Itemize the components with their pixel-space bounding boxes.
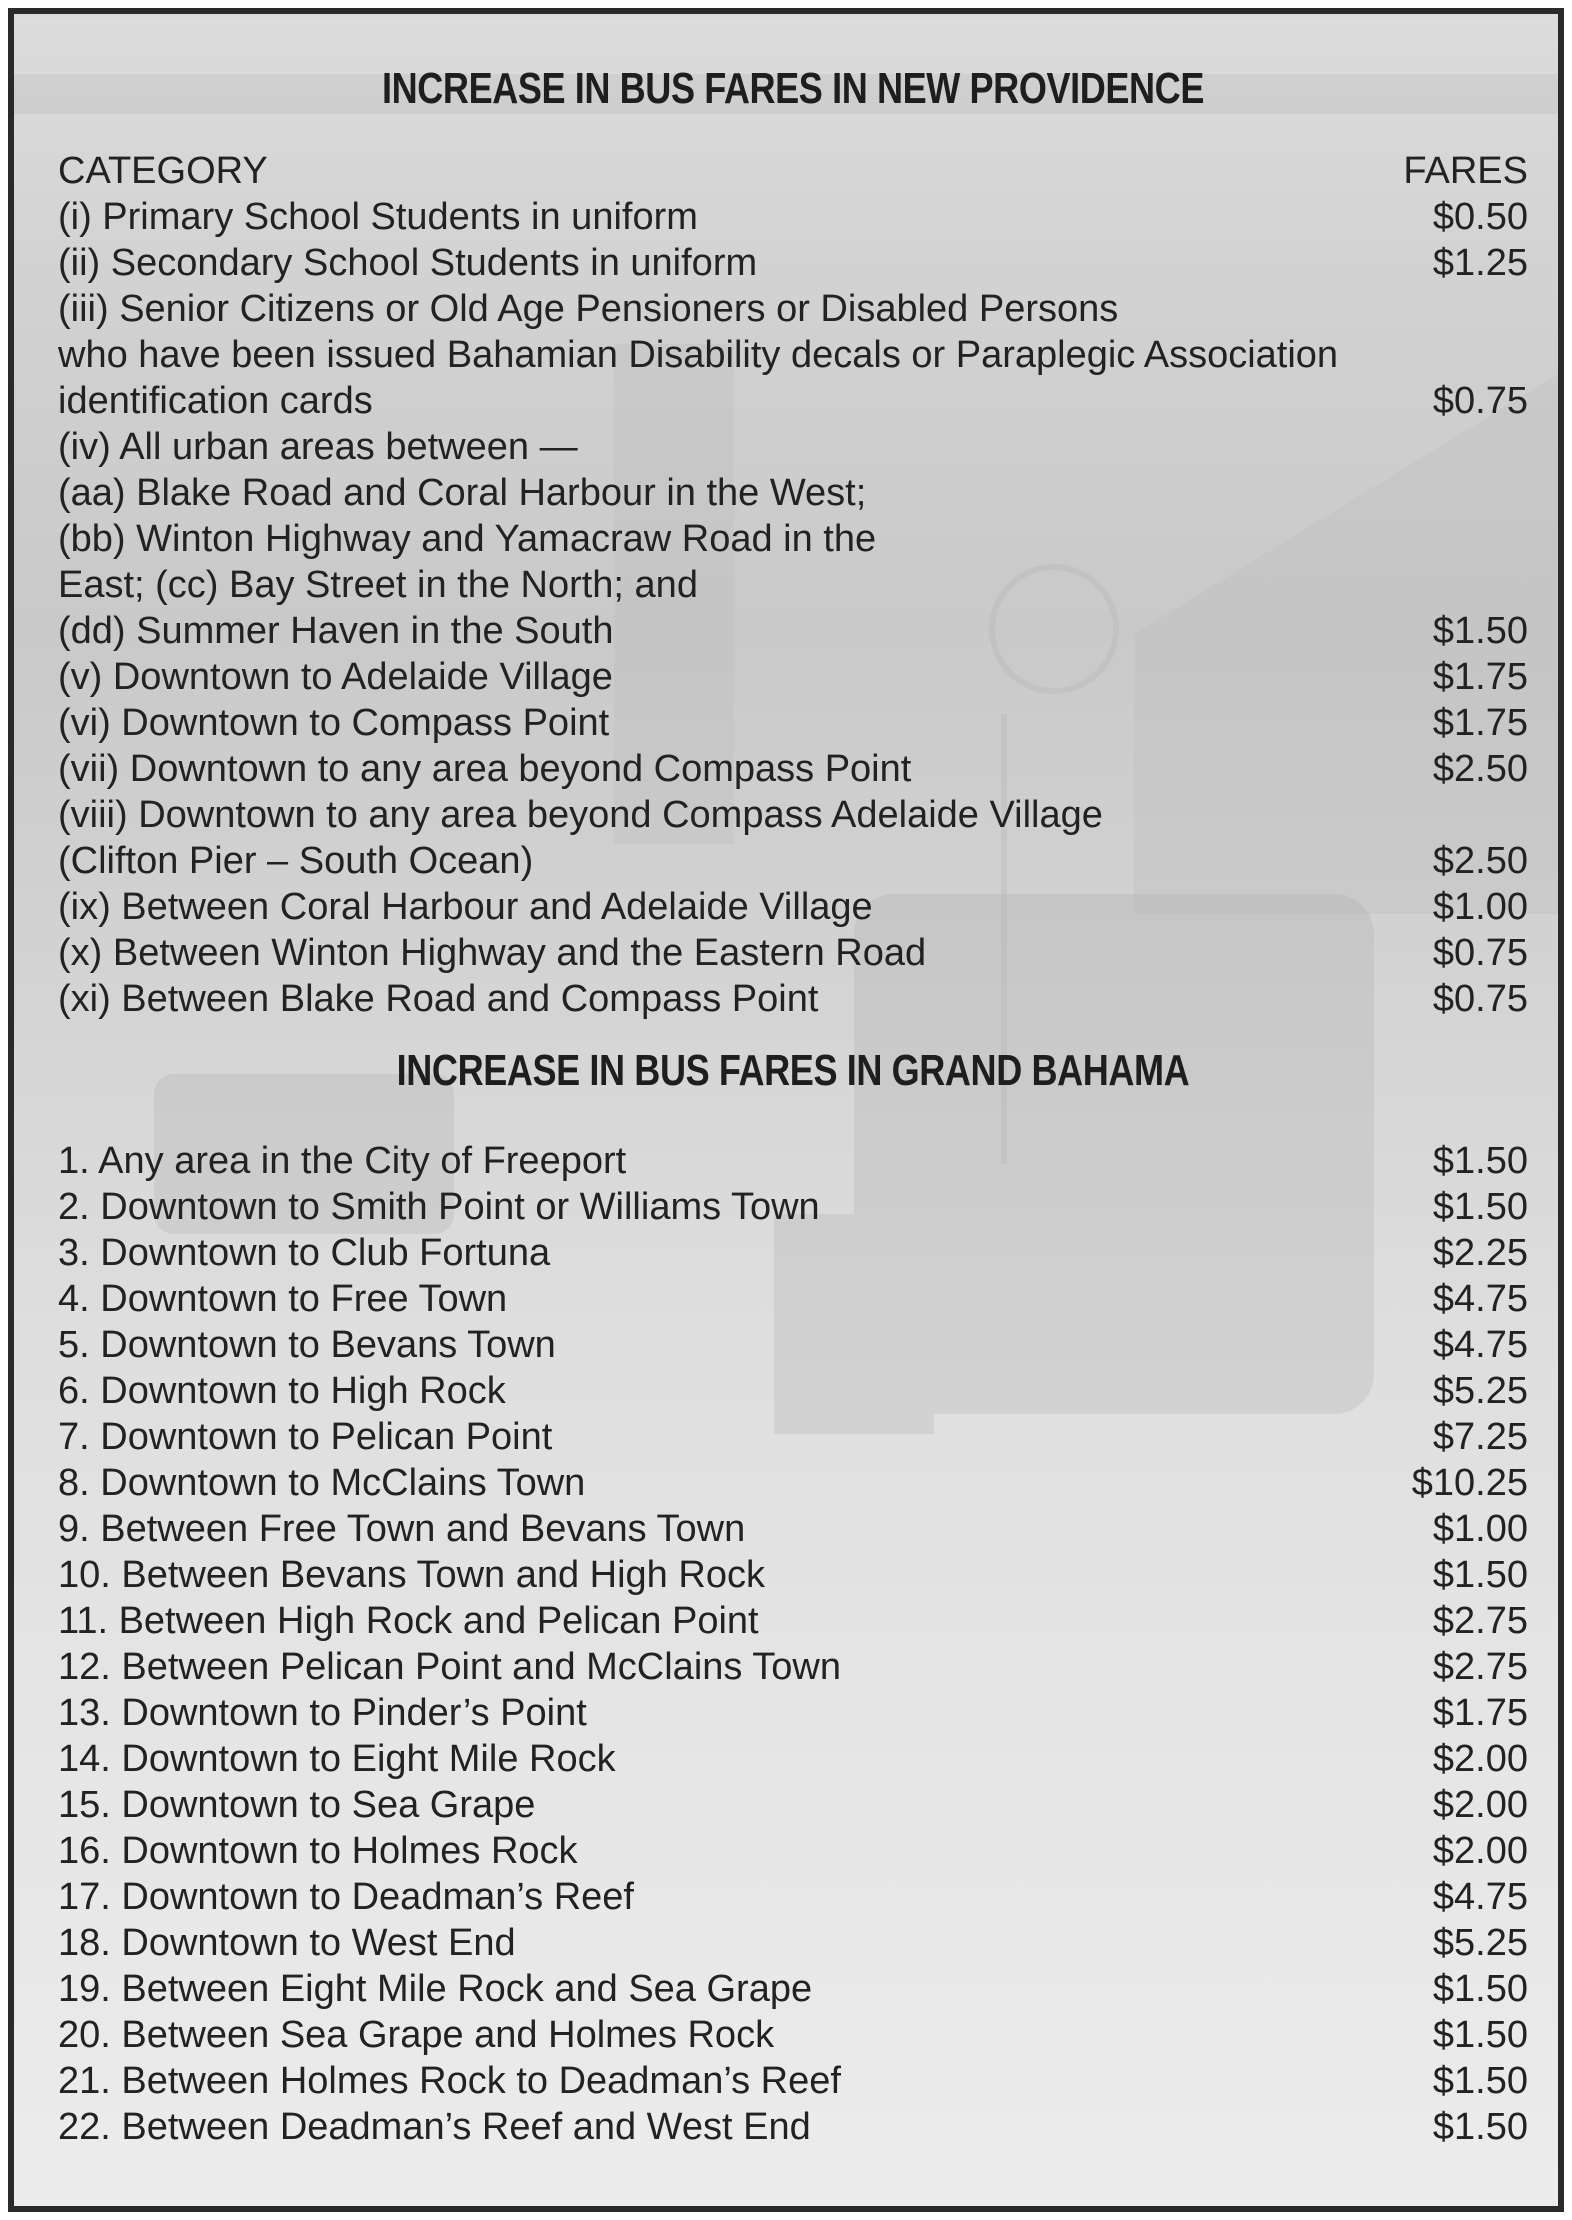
fare-category-label: 12. Between Pelican Point and McClains Town	[58, 1646, 841, 1688]
fare-category-label: (ii) Secondary School Students in uniform	[58, 242, 758, 284]
fare-amount: $1.50	[1432, 2060, 1528, 2102]
fare-amount: $1.75	[1432, 656, 1528, 698]
fare-category-label: 4. Downtown to Free Town	[58, 1278, 508, 1320]
fare-category-label: (viii) Downtown to any area beyond Compass Adelaide Village	[58, 794, 1103, 836]
fare-category-label: 21. Between Holmes Rock to Deadman’s Reef	[58, 2060, 841, 2102]
fare-row	[58, 1736, 1528, 1782]
fare-row	[58, 1598, 1528, 1644]
fare-row	[58, 1874, 1528, 1920]
fare-row	[58, 1552, 1528, 1598]
fare-category-label: 5. Downtown to Bevans Town	[58, 1324, 556, 1366]
fare-row	[58, 424, 1528, 470]
fare-amount: $1.00	[1432, 886, 1528, 928]
fare-amount: $0.75	[1432, 932, 1528, 974]
fare-row	[58, 608, 1528, 654]
fare-amount: $2.25	[1432, 1232, 1528, 1274]
fare-amount: $7.25	[1432, 1416, 1528, 1458]
fare-row	[58, 2012, 1528, 2058]
fare-category-label: who have been issued Bahamian Disability decals or Paraplegic Association	[58, 334, 1339, 376]
fare-row	[58, 378, 1528, 424]
fare-row	[58, 286, 1528, 332]
fare-row	[58, 516, 1528, 562]
fare-row	[58, 1322, 1528, 1368]
fare-category-label: 6. Downtown to High Rock	[58, 1370, 506, 1412]
fare-row	[58, 2104, 1528, 2150]
new-providence-heading: INCREASE IN BUS FARES IN NEW PROVIDENCE	[382, 64, 1204, 113]
fare-row	[58, 1506, 1528, 1552]
fare-category-label: (iii) Senior Citizens or Old Age Pensioners or Disabled Persons	[58, 288, 1119, 330]
fare-row	[58, 700, 1528, 746]
fare-amount: $0.75	[1432, 380, 1528, 422]
fare-row	[58, 976, 1528, 1022]
fare-row	[58, 332, 1528, 378]
fare-category-label: (ix) Between Coral Harbour and Adelaide Village	[58, 886, 873, 928]
fare-category-label: 9. Between Free Town and Bevans Town	[58, 1508, 746, 1550]
fare-row	[58, 470, 1528, 516]
fare-category-label: (Clifton Pier – South Ocean)	[58, 840, 534, 882]
fare-category-label: 10. Between Bevans Town and High Rock	[58, 1554, 765, 1596]
new-providence-fare-list	[58, 194, 1528, 1022]
fare-amount: $1.25	[1432, 242, 1528, 284]
fare-amount: $2.50	[1432, 840, 1528, 882]
notice-frame	[8, 8, 1564, 2212]
fare-category-label: 15. Downtown to Sea Grape	[58, 1784, 536, 1826]
fare-category-label: 11. Between High Rock and Pelican Point	[58, 1600, 759, 1642]
fare-amount: $0.75	[1432, 978, 1528, 1020]
fare-category-label: 18. Downtown to West End	[58, 1922, 516, 1964]
fare-amount: $1.50	[1432, 610, 1528, 652]
fare-row	[58, 1230, 1528, 1276]
fare-row	[58, 1414, 1528, 1460]
fare-category-label: (dd) Summer Haven in the South	[58, 610, 614, 652]
fare-amount: $1.75	[1432, 702, 1528, 744]
fare-amount: $1.50	[1432, 1968, 1528, 2010]
fares-column-header: FARES	[1403, 150, 1528, 192]
fare-amount: $10.25	[1411, 1462, 1528, 1504]
fare-row	[58, 1368, 1528, 1414]
fare-row	[58, 1276, 1528, 1322]
fare-amount: $0.50	[1432, 196, 1528, 238]
fare-amount: $1.50	[1432, 2106, 1528, 2148]
fare-amount: $1.00	[1432, 1508, 1528, 1550]
fare-category-label: 13. Downtown to Pinder’s Point	[58, 1692, 587, 1734]
fare-row	[58, 1782, 1528, 1828]
fare-category-label: East; (cc) Bay Street in the North; and	[58, 564, 698, 606]
fare-amount: $2.50	[1432, 748, 1528, 790]
fare-category-label: (i) Primary School Students in uniform	[58, 196, 698, 238]
fare-category-label: (x) Between Winton Highway and the Eastern Road	[58, 932, 927, 974]
notice-content	[58, 50, 1528, 2150]
grand-bahama-fare-list	[58, 1138, 1528, 2150]
fare-category-label: 20. Between Sea Grape and Holmes Rock	[58, 2014, 775, 2056]
fare-row	[58, 562, 1528, 608]
fare-category-label: 3. Downtown to Club Fortuna	[58, 1232, 551, 1274]
fare-row	[58, 1920, 1528, 1966]
category-column-header: CATEGORY	[58, 150, 268, 192]
fare-amount: $2.75	[1432, 1646, 1528, 1688]
fare-category-label: (bb) Winton Highway and Yamacraw Road in the	[58, 518, 877, 560]
fare-category-label: 22. Between Deadman’s Reef and West End	[58, 2106, 811, 2148]
fare-row	[58, 1690, 1528, 1736]
fare-row	[58, 746, 1528, 792]
fare-amount: $5.25	[1432, 1922, 1528, 1964]
fare-row	[58, 1828, 1528, 1874]
grand-bahama-heading: INCREASE IN BUS FARES IN GRAND BAHAMA	[396, 1046, 1190, 1095]
fare-row	[58, 2058, 1528, 2104]
fare-amount: $2.00	[1432, 1784, 1528, 1826]
fare-amount: $4.75	[1432, 1324, 1528, 1366]
fare-amount: $4.75	[1432, 1278, 1528, 1320]
fare-category-label: 7. Downtown to Pelican Point	[58, 1416, 553, 1458]
fare-amount: $1.50	[1432, 1140, 1528, 1182]
fare-row	[58, 240, 1528, 286]
fare-category-label: 1. Any area in the City of Freeport	[58, 1140, 627, 1182]
fare-amount: $1.75	[1432, 1692, 1528, 1734]
fare-row	[58, 1184, 1528, 1230]
fare-row	[58, 654, 1528, 700]
fare-category-label: identification cards	[58, 380, 373, 422]
fare-row	[58, 1966, 1528, 2012]
fare-amount: $1.50	[1432, 1554, 1528, 1596]
fare-row	[58, 930, 1528, 976]
fare-category-label: (xi) Between Blake Road and Compass Point	[58, 978, 819, 1020]
fare-category-label: 17. Downtown to Deadman’s Reef	[58, 1876, 634, 1918]
fare-row	[58, 1460, 1528, 1506]
fare-amount: $2.00	[1432, 1830, 1528, 1872]
column-header-row	[58, 148, 1528, 194]
fare-row	[58, 838, 1528, 884]
fare-amount: $1.50	[1432, 1186, 1528, 1228]
fare-amount: $2.00	[1432, 1738, 1528, 1780]
fare-category-label: 19. Between Eight Mile Rock and Sea Grape	[58, 1968, 813, 2010]
fare-amount: $2.75	[1432, 1600, 1528, 1642]
fare-row	[58, 194, 1528, 240]
fare-category-label: 2. Downtown to Smith Point or Williams Town	[58, 1186, 820, 1228]
fare-row	[58, 1644, 1528, 1690]
fare-category-label: (v) Downtown to Adelaide Village	[58, 656, 613, 698]
fare-category-label: 14. Downtown to Eight Mile Rock	[58, 1738, 616, 1780]
fare-row	[58, 884, 1528, 930]
fare-amount: $5.25	[1432, 1370, 1528, 1412]
fare-category-label: (vii) Downtown to any area beyond Compass Point	[58, 748, 912, 790]
fare-category-label: (aa) Blake Road and Coral Harbour in the West;	[58, 472, 867, 514]
fare-row	[58, 1138, 1528, 1184]
fare-category-label: 16. Downtown to Holmes Rock	[58, 1830, 578, 1872]
fare-category-label: (iv) All urban areas between —	[58, 426, 578, 468]
fare-amount: $1.50	[1432, 2014, 1528, 2056]
fare-row	[58, 792, 1528, 838]
fare-category-label: 8. Downtown to McClains Town	[58, 1462, 586, 1504]
fare-amount: $4.75	[1432, 1876, 1528, 1918]
fare-category-label: (vi) Downtown to Compass Point	[58, 702, 610, 744]
